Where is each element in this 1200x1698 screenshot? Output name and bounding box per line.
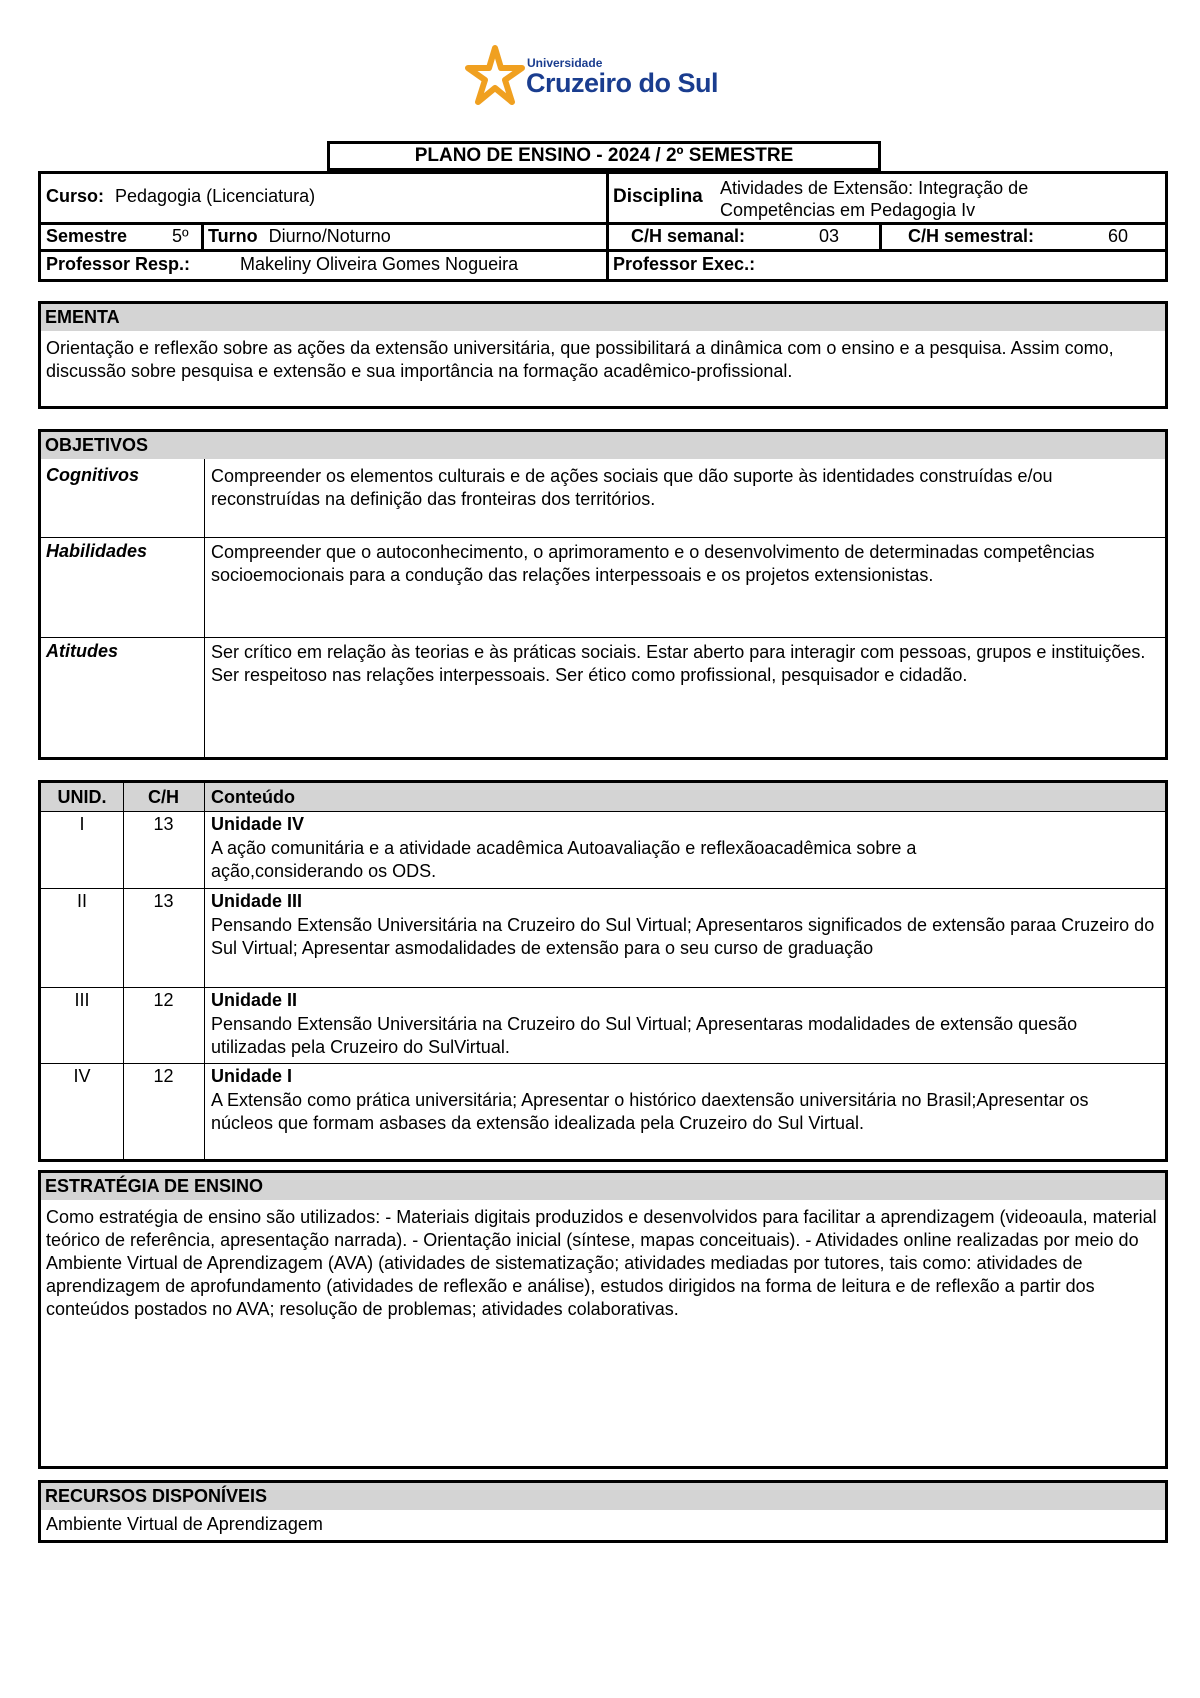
page-title: PLANO DE ENSINO - 2024 / 2º SEMESTRE xyxy=(327,141,881,171)
curso-value: Pedagogia (Licenciatura) xyxy=(115,186,316,206)
prof-resp-label: Professor Resp.: xyxy=(46,254,191,274)
col-ch-header: C/H xyxy=(123,783,204,811)
table-row-ch: 13 xyxy=(153,814,174,834)
table-row-text: Pensando Extensão Universitária na Cruzeiro do Sul Virtual; Apresentaros significados de extensão paraa Cruzeiro do Sul Virtual; Apresentar asmodalidades de extensão para o seu curso de graduação xyxy=(211,915,1155,958)
table-row-text: A Extensão como prática universitária; Apresentar o histórico daextensão universitária no Brasil;Apresentar os núcleos que formam asbases da extensão idealizada pela Cruzeiro do Sul Virtual. xyxy=(211,1090,1089,1133)
table-row-title: Unidade II xyxy=(211,990,298,1010)
logo-line2: Cruzeiro do Sul xyxy=(526,68,719,98)
objetivos-atitudes-label: Atitudes xyxy=(46,641,118,661)
estrategia-section xyxy=(38,1170,1168,1469)
objetivos-cognitivos-text: Compreender os elementos culturais e de ações sociais que dão suporte às identidades construídas e/ou reconstruídas na definição das fronteiras dos territórios. xyxy=(211,466,1053,509)
table-row-ch: 12 xyxy=(153,1066,174,1086)
recursos-section xyxy=(38,1480,1168,1543)
col-conteudo-header: Conteúdo xyxy=(204,783,1165,811)
estrategia-text: Como estratégia de ensino são utilizados: - Materiais digitais produzidos e desenvolvidos para facilitar a aprendizagem (videoaula, material teórico de referência, apresentação narrada). - Orientação inicial (síntese, mapas conceituais). - Atividades online realizadas por meio do Ambiente Virtual de Aprendizagem (AVA) (atividades de sistematização; atividades mediadas por tutores, tais como: atividades de aprendizagem de aprofundamento (atividades de reflexão e análise), estudos dirigidos na forma de leitura e de reflexão a partir dos conteúdos postados no AVA; resolução de problemas; atividades colaborativas. xyxy=(46,1207,1157,1319)
prof-exec-label: Professor Exec.: xyxy=(613,254,756,274)
ch-semanal-value: 03 xyxy=(819,226,840,246)
disciplina-value: Atividades de Extensão: Integração de Competências em Pedagogia Iv xyxy=(720,178,1029,220)
logo-line1: Universidade xyxy=(527,56,603,70)
objetivos-section xyxy=(38,429,1168,760)
semestre-label: Semestre xyxy=(46,226,128,246)
ementa-heading: EMENTA xyxy=(41,304,1165,331)
table-row-unid: I xyxy=(79,814,85,834)
disciplina-label: Disciplina xyxy=(613,186,703,207)
col-unid-header: UNID. xyxy=(41,783,123,811)
curso-label: Curso: xyxy=(46,186,104,206)
ch-semestral-value: 60 xyxy=(1108,226,1129,246)
table-row-unid: II xyxy=(76,891,87,911)
ementa-section xyxy=(38,301,1168,409)
objetivos-heading: OBJETIVOS xyxy=(41,432,1165,459)
objetivos-atitudes-text: Ser crítico em relação às teorias e às práticas sociais. Estar aberto para interagir com pessoas, grupos e instituições. Ser respeitoso nas relações interpessoais. Ser ético como profissional, pesquisador e cidadão. xyxy=(211,642,1146,685)
objetivos-cognitivos-label: Cognitivos xyxy=(46,465,139,485)
table-row-text: Pensando Extensão Universitária na Cruzeiro do Sul Virtual; Apresentaras modalidades de extensão quesão utilizadas pela Cruzeiro do SulVirtual. xyxy=(211,1014,1078,1057)
conteudo-table xyxy=(38,780,1168,1162)
recursos-text: Ambiente Virtual de Aprendizagem xyxy=(46,1514,323,1534)
estrategia-heading: ESTRATÉGIA DE ENSINO xyxy=(41,1173,1165,1200)
curso-field xyxy=(46,186,315,207)
university-logo xyxy=(465,44,735,112)
turno-field xyxy=(208,226,391,247)
table-row-text: A ação comunitária e a atividade acadêmica Autoavaliação e reflexãoacadêmica sobre a ação,considerando os ODS. xyxy=(211,838,917,881)
table-row-unid: IV xyxy=(73,1066,91,1086)
turno-value: Diurno/Noturno xyxy=(268,226,391,246)
turno-label: Turno xyxy=(208,226,258,246)
table-row-unid: III xyxy=(74,990,90,1010)
prof-resp-value: Makeliny Oliveira Gomes Nogueira xyxy=(240,254,519,274)
ch-semanal-label: C/H semanal: xyxy=(631,226,746,246)
objetivos-habilidades-text: Compreender que o autoconhecimento, o aprimoramento e o desenvolvimento de determinadas competências socioemocionais para a condução das relações interpessoais e os projetos extensionistas. xyxy=(211,542,1095,585)
table-row-ch: 12 xyxy=(153,990,174,1010)
table-row-title: Unidade III xyxy=(211,891,303,911)
table-row-title: Unidade I xyxy=(211,1066,293,1086)
star-icon xyxy=(465,44,525,110)
ementa-text: Orientação e reflexão sobre as ações da extensão universitária, que possibilitará a dinâmica com o ensino e a pesquisa. Assim como, discussão sobre pesquisa e extensão e sua importância na formação acadêmico-profissional. xyxy=(46,338,1114,381)
objetivos-habilidades-label: Habilidades xyxy=(46,541,148,561)
semestre-value: 5º xyxy=(172,226,189,246)
recursos-heading: RECURSOS DISPONÍVEIS xyxy=(41,1483,1165,1510)
table-row-ch: 13 xyxy=(153,891,174,911)
ch-semestral-label: C/H semestral: xyxy=(908,226,1035,246)
course-info-table xyxy=(38,171,1168,282)
table-row-title: Unidade IV xyxy=(211,814,305,834)
